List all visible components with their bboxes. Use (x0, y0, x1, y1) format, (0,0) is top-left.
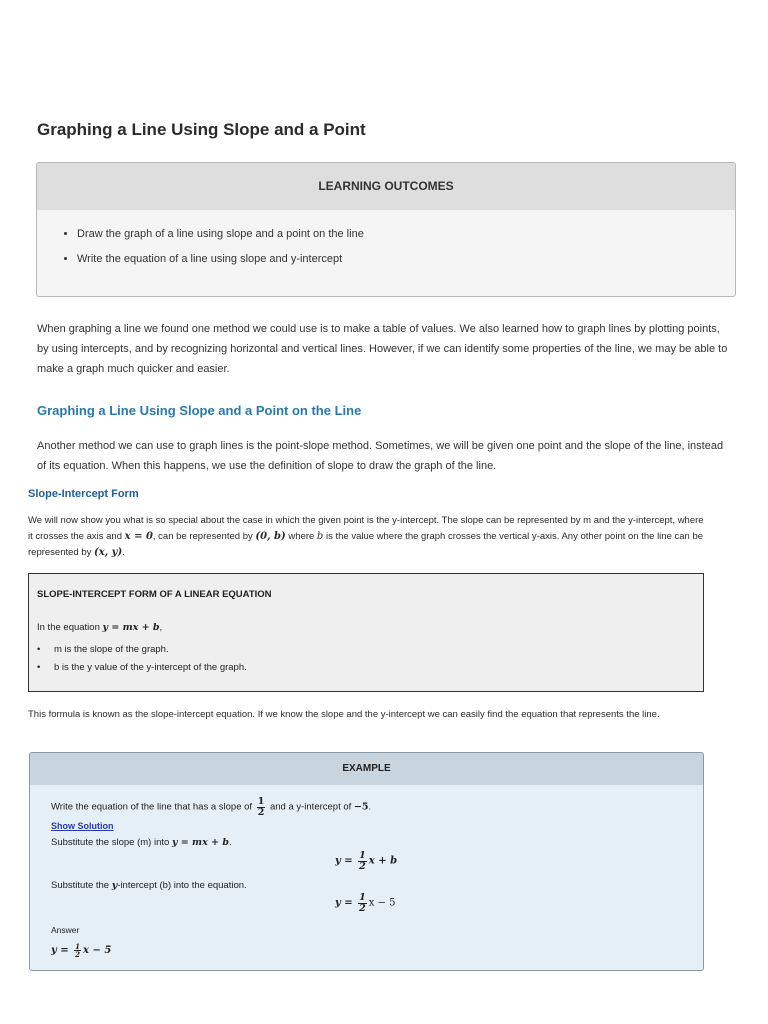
solution-step-2 (51, 880, 247, 891)
equation-right: x + b (368, 855, 398, 867)
fraction-numerator: 1 (75, 942, 81, 951)
section-heading: Graphing a Line Using Slope and a Point on the Line (37, 403, 362, 418)
math-expression: (x, y) (94, 547, 123, 558)
question-text: Write the equation of the line that has a slope of (51, 801, 253, 813)
math-expression: y = mx + b (102, 622, 160, 633)
fraction (358, 893, 367, 913)
equation-left: y = (335, 897, 353, 909)
math-expression: x = 0 (124, 531, 153, 542)
equation-right: x − 5 (368, 897, 396, 909)
example-question (51, 797, 371, 817)
slope-intercept-heading: Slope-Intercept Form (28, 488, 139, 500)
show-solution-link[interactable]: Show Solution (51, 821, 114, 831)
math-expression: −5 (353, 801, 369, 813)
definition-intro (37, 622, 162, 633)
equation-2 (335, 893, 396, 913)
fraction-denominator: 2 (359, 902, 366, 914)
paragraph-text: We will now show you what is so special about the case in which the given point is the y-intercept. The slope can be represented by m and the y-intercept, where it crosses the axis and (28, 515, 704, 542)
definition-intro-end: , (159, 622, 163, 633)
question-end: . (368, 801, 372, 813)
learning-outcome-item: • Draw the graph of a line using slope and a point on the line (77, 228, 735, 240)
fraction-denominator: 2 (75, 950, 81, 959)
question-text: and a y-intercept of (269, 801, 352, 813)
math-expression: y = mx + b (171, 837, 229, 848)
section-paragraph: Another method we can use to graph lines is the point-slope method. Sometimes, we will be given one point and the slope of the line, instead of its equation. When this happens, we use the definition of slope to draw the graph of the line. (37, 440, 724, 472)
answer-label: Answer (51, 925, 80, 935)
equation-left: y = (51, 945, 69, 956)
math-expression: y (111, 880, 118, 891)
learning-outcomes-list (37, 228, 735, 265)
example-heading: EXAMPLE (30, 753, 703, 785)
step-text: Substitute the (51, 880, 110, 891)
equation-1 (335, 851, 397, 871)
equation-right: x − 5 (83, 945, 112, 956)
fraction (358, 851, 367, 871)
formula-paragraph: This formula is known as the slope-intercept equation. If we know the slope and the y-intercept we can easily find the equation that represents the line. (28, 709, 660, 720)
slope-intercept-paragraph (28, 513, 704, 561)
fraction (257, 797, 266, 817)
step-text: -intercept (b) into the equation. (117, 880, 247, 891)
learning-outcomes-heading: LEARNING OUTCOMES (37, 163, 735, 210)
definition-item: • m is the slope of the graph. (37, 644, 247, 655)
fraction-denominator: 2 (359, 860, 366, 872)
step-text: Substitute the slope (m) into (51, 837, 170, 848)
page-title: Graphing a Line Using Slope and a Point (37, 120, 366, 139)
solution-step-1 (51, 837, 232, 848)
definition-item: • b is the y value of the y-intercept of the graph. (37, 662, 247, 673)
paragraph-text: . (122, 547, 125, 558)
definition-box (28, 573, 704, 692)
paragraph-text: , can be represented by (152, 531, 253, 542)
fraction-numerator: 1 (359, 892, 366, 903)
intro-paragraph: When graphing a line we found one method we could use is to make a table of values. We also learned how to graph lines by plotting points, by using intercepts, and by recognizing horizontal and vertical lines. However, if we can identify some properties of the line, we may be able to make a graph much quicker and easier. (37, 323, 728, 375)
definition-intro-text: In the equation (37, 622, 100, 633)
paragraph-text: is the value where the graph crosses the vertical y-axis. Any other point on the line can be represented by (28, 531, 704, 558)
paragraph-text: where (288, 531, 315, 542)
example-box (29, 752, 704, 971)
step-end: . (228, 837, 232, 848)
definition-list (37, 644, 247, 680)
equation-left: y = (335, 855, 353, 867)
fraction-denominator: 2 (257, 806, 265, 818)
learning-outcome-item: • Write the equation of a line using slope and y-intercept (77, 253, 735, 265)
fraction-numerator: 1 (359, 850, 366, 861)
math-expression: b (316, 531, 324, 542)
answer-equation (51, 943, 111, 958)
fraction (74, 943, 81, 958)
fraction-numerator: 1 (257, 796, 265, 807)
learning-outcomes-box (36, 162, 736, 297)
math-expression: (0, b) (255, 531, 286, 542)
definition-title: SLOPE-INTERCEPT FORM OF A LINEAR EQUATION (37, 589, 272, 600)
